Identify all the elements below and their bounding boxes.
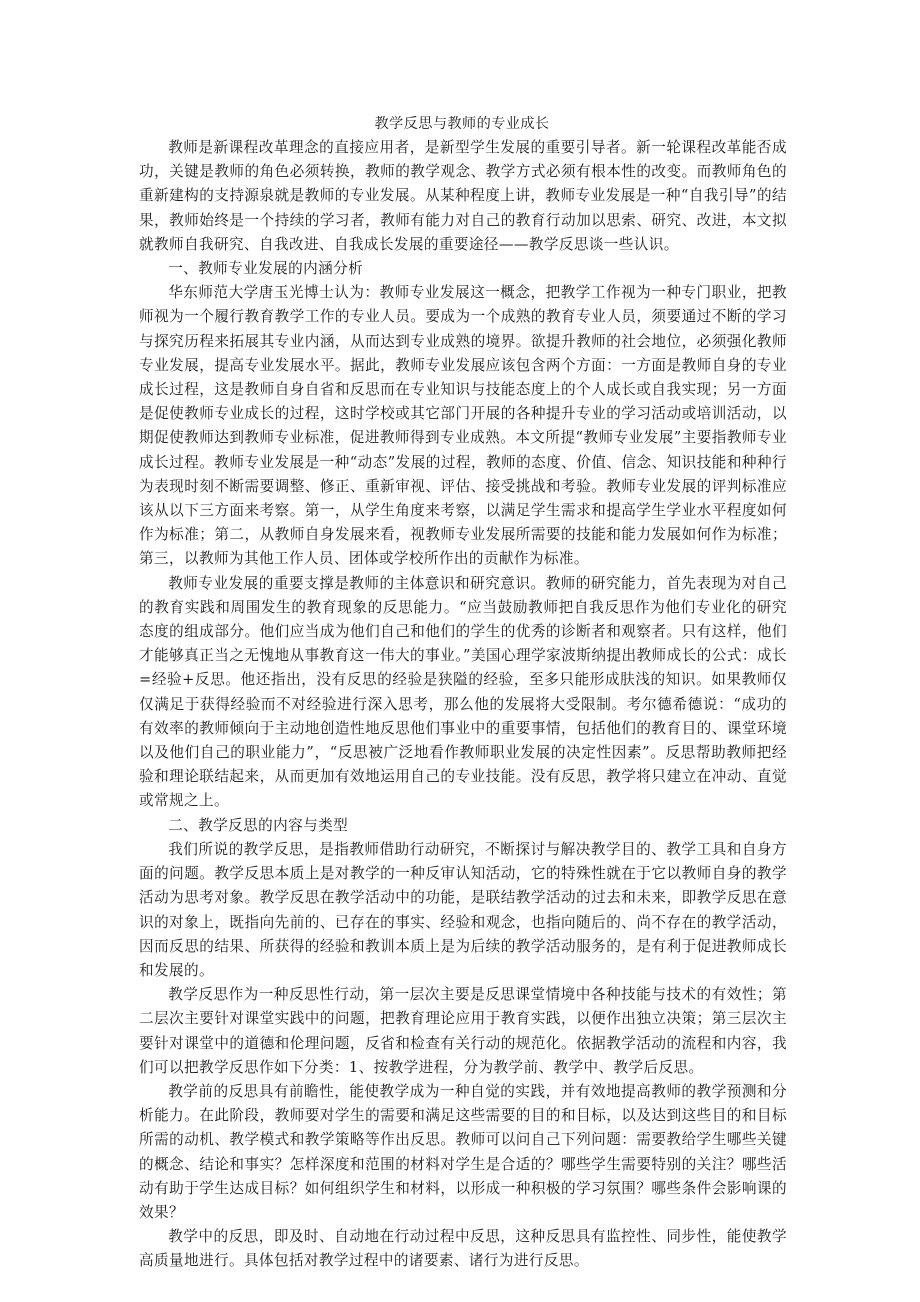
section-2-paragraph-3: 教学前的反思具有前瞻性，能使教学成为一种自觉的实践，并有效地提高教师的教学预测和分析能力。在此阶段，教师要对学生的需要和满足这些需要的目的和目标，以及达到这些目的和目标所需的动机、教学模式和教学策略等作出反思。教师可以问自己下列问题：需要教给学生哪些关键的概念、结论和事实？怎样深度和范围的材料对学生是合适的？哪些学生需要特别的关注？哪些活动有助于学生达成目标？如何组织学生和材料，以形成一种积极的学习氛围？哪些条件会影响课的效果？: [139, 1082, 787, 1221]
intro-paragraph: 教师是新课程改革理念的直接应用者，是新型学生发展的重要引导者。新一轮课程改革能否成功，关键是教师的角色必须转换，教师的教学观念、教学方式必须有根本性的改变。而教师角色的重新建构的支持源泉就是教师的专业发展。从某种程度上讲，教师专业发展是一种“自我引导”的结果，教师始终是一个持续的学习者，教师有能力对自己的教育行动加以思索、研究、改进，本文拟就教师自我研究、自我改进、自我成长发展的重要途径——教学反思谈一些认识。: [139, 139, 787, 253]
section-1-paragraph-2: 教师专业发展的重要支撑是教师的主体意识和研究意识。教师的研究能力，首先表现为对自己的教育实践和周围发生的教育现象的反思能力。“应当鼓励教师把自我反思作为他们专业化的研究态度的组成部分。他们应当成为他们自己和他们的学生的优秀的诊断者和观察者。只有这样，他们才能够真正当之无愧地从事教育这一伟大的事业。”美国心理学家波斯纳提出教师成长的公式：成长=经验+反思。他还指出，没有反思的经验是狭隘的经验，至多只能形成肤浅的知识。如果教师仅仅满足于获得经验而不对经验进行深入思考，那么他的发展将大受限制。考尔德希德说：“成功的有效率的教师倾向于主动地创造性地反思他们事业中的重要事情，包括他们的教育目的、课堂环境以及他们自己的职业能力”，“反思被广泛地看作教师职业发展的决定性因素”。反思帮助教师把经验和理论联结起来，从而更加有效地运用自己的专业技能。没有反思，教学将只建立在冲动、直觉或常规之上。: [139, 574, 787, 810]
section-heading-1: 一、教师专业发展的内涵分析: [168, 260, 364, 278]
section-2-paragraph-2: 教学反思作为一种反思性行动，第一层次主要是反思课堂情境中各种技能与技术的有效性；第二层次主要针对课堂实践中的问题，把教育理论应用于教育实践，以便作出独立决策；第三层次主要针对课堂中的道德和伦理问题，反省和检查有关行动的规范化。依据教学活动的流程和内容，我们可以把教学反思作如下分类：1、按教学进程，分为教学前、教学中、教学后反思。: [139, 986, 787, 1076]
section-1-paragraph-1: 华东师范大学唐玉光博士认为：教师专业发展这一概念，把教学工作视为一种专门职业，把教师视为一个履行教育教学工作的专业人员。要成为一个成熟的教育专业人员，须要通过不断的学习与探究历程来拓展其专业内涵，从而达到专业成熟的境界。欲提升教师的社会地位，必须强化教师专业发展，提高专业发展水平。据此，教师专业发展应该包含两个方面：一方面是教师自身的专业成长过程，这是教师自身自省和反思而在专业知识与技能态度上的个人成长或自我实现；另一方面是促使教师专业成长的过程，这时学校或其它部门开展的各种提升专业的学习活动或培训活动，以期促使教师达到教师专业标准，促进教师得到专业成熟。本文所提“教师专业发展”主要指教师专业成长过程。教师专业发展是一种“动态”发展的过程，教师的态度、价值、信念、知识技能和种种行为表现时刻不断需要调整、修正、重新审视、评估、接受挑战和考验。教师专业发展的评判标准应该从以下三方面来考察。第一，从学生角度来考察，以满足学生需求和提高学生学业水平程度如何作为标准；第二，从教师自身发展来看，视教师专业发展所需要的技能和能力发展如何作为标准；第三，以教师为其他工作人员、团体或学校所作出的贡献作为标准。: [139, 284, 787, 568]
section-heading-2: 二、教学反思的内容与类型: [168, 816, 349, 834]
section-2-paragraph-1: 我们所说的教学反思，是指教师借助行动研究，不断探讨与解决教学目的、教学工具和自身方面的问题。教学反思本质上是对教学的一种反审认知活动，它的特殊性就在于它以教师自身的教学活动为思考对象。教学反思在教学活动中的功能，是联结教学活动的过去和未来，即教学反思在意识的对象上，既指向先前的、已存在的事实、经验和观念，也指向随后的、尚不存在的教学活动，因而反思的结果、所获得的经验和教训本质上是为后续的教学活动服务的，是有利于促进教师成长和发展的。: [139, 840, 787, 979]
document-title: 教学反思与教师的专业成长: [374, 116, 550, 132]
section-2-paragraph-4: 教学中的反思，即及时、自动地在行动过程中反思，这种反思具有监控性、同步性，能使教学高质量地进行。具体包括对教学过程中的诸要素、诸行为进行反思。: [139, 1228, 787, 1270]
document-page: [139, 112, 787, 1274]
